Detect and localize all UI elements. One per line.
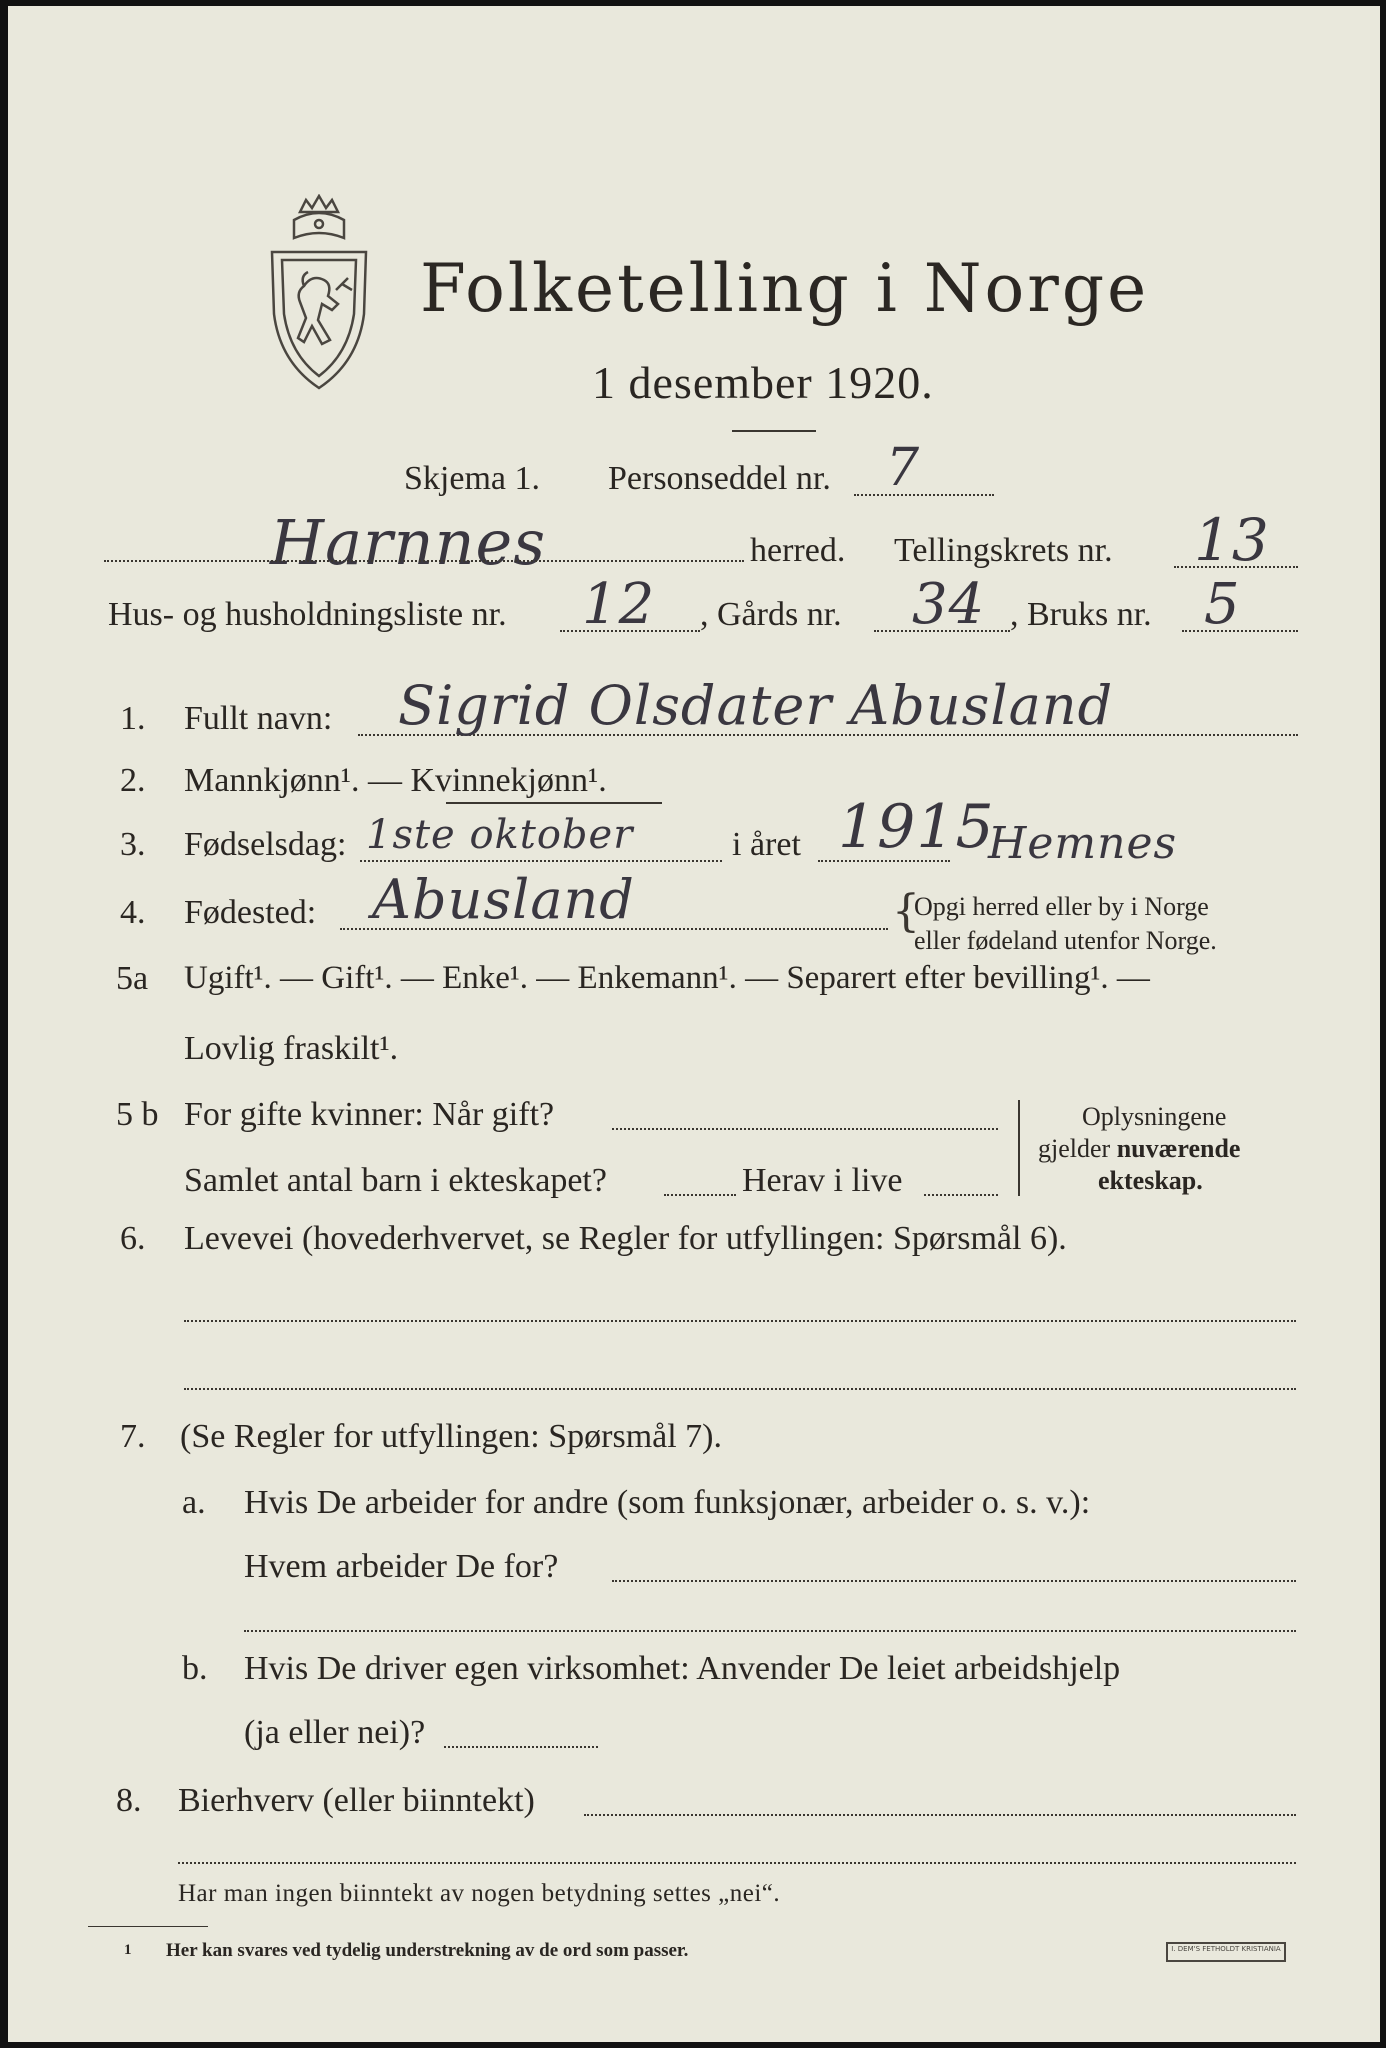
q8-label: Bierhverv (eller biinntekt): [178, 1782, 535, 1819]
q4-note-line1: Opgi herred eller by i Norge: [914, 892, 1209, 921]
census-form-page: [8, 6, 1380, 2042]
q7a-letter: a.: [182, 1484, 206, 1521]
q7b-letter: b.: [182, 1650, 208, 1687]
q5b-note-line2: gjelder nuværende: [1038, 1134, 1241, 1163]
q5b-note-line1: Oplysningene: [1082, 1102, 1227, 1131]
q1-label: Fullt navn:: [184, 700, 333, 737]
q7a-line1: Hvis De arbeider for andre (som funksjonær, arbeider o. s. v.):: [244, 1484, 1091, 1521]
q2-number: 2.: [120, 762, 146, 799]
herred-value[interactable]: Harnnes: [270, 506, 547, 579]
tellingskrets-value[interactable]: 13: [1194, 506, 1270, 574]
q5b-number: 5 b: [116, 1096, 159, 1133]
q5b-herav-label: Herav i live: [742, 1162, 903, 1199]
q7-label: (Se Regler for utfyllingen: Spørsmål 7).: [180, 1418, 723, 1455]
q5a-line2: Lovlig fraskilt¹.: [184, 1030, 399, 1067]
husliste-value[interactable]: 12: [582, 572, 656, 637]
footnote-text: Her kan svares ved tydelig understrekning av de ord som passer.: [166, 1940, 689, 1961]
q6-label: Levevei (hovederhvervet, se Regler for utfyllingen: Spørsmål 6).: [184, 1220, 1067, 1257]
q7b-line2: (ja eller nei)?: [244, 1714, 426, 1751]
coat-of-arms-icon: [260, 194, 378, 394]
q5a-line1: Ugift¹. — Gift¹. — Enke¹. — Enkemann¹. — Separert efter bevilling¹. —: [184, 960, 1150, 996]
q2-underline-kvinnekjonn: [446, 802, 662, 804]
q4-birthplace-value[interactable]: Abusland: [372, 868, 635, 931]
form-title: Folketelling i Norge: [420, 250, 1150, 327]
gards-label: , Gårds nr.: [700, 596, 842, 633]
gards-value[interactable]: 34: [912, 572, 986, 637]
personseddel-value[interactable]: 7: [886, 438, 921, 498]
q3-number: 3.: [120, 826, 146, 863]
bruks-value[interactable]: 5: [1204, 572, 1241, 637]
q5b-line2: Samlet antal barn i ekteskapet?: [184, 1162, 607, 1199]
q8-number: 8.: [116, 1782, 142, 1819]
personseddel-label: Personseddel nr.: [608, 460, 831, 497]
title-divider: [732, 430, 816, 432]
q6-answer-line1: [184, 1320, 1296, 1322]
herred-label: herred.: [750, 532, 846, 569]
q7b-line1: Hvis De driver egen virksomhet: Anvender De leiet arbeidshjelp: [244, 1650, 1121, 1687]
skjema-label: Skjema 1.: [404, 460, 540, 497]
q5b-note-line3: ekteskap.: [1098, 1166, 1203, 1195]
tellingskrets-label: Tellingskrets nr.: [894, 532, 1113, 569]
q5a-number: 5a: [116, 960, 149, 997]
q7-number: 7.: [120, 1418, 146, 1455]
q3-place-note[interactable]: Hemnes: [988, 818, 1178, 869]
q1-number: 1.: [120, 700, 146, 737]
q5b-line1: For gifte kvinner: Når gift?: [184, 1096, 555, 1133]
bruks-label: , Bruks nr.: [1010, 596, 1152, 633]
q6-answer-line2: [184, 1388, 1296, 1390]
q3-birthday-value[interactable]: 1ste oktober: [366, 812, 634, 858]
q1-fullname-value[interactable]: Sigrid Olsdater Abusland: [398, 674, 1114, 737]
footnote-divider: [88, 1926, 208, 1927]
form-date: 1 desember 1920.: [592, 357, 934, 408]
q4-label: Fødested:: [184, 894, 317, 931]
q2-gender-options: Mannkjønn¹. — Kvinnekjønn¹.: [184, 762, 607, 799]
q8-note: Har man ingen biinntekt av nogen betydning settes „nei“.: [178, 1880, 781, 1907]
q4-note-line2: eller fødeland utenfor Norge.: [914, 926, 1217, 955]
q4-number: 4.: [120, 894, 146, 931]
husliste-label: Hus- og husholdningsliste nr.: [108, 596, 507, 633]
footnote-marker: 1: [124, 1942, 132, 1958]
q3-year-value[interactable]: 1915: [838, 792, 995, 862]
printer-stamp: I. DEM'S FETHOLDT KRISTIANIA: [1166, 1942, 1286, 1962]
q3-year-label: i året: [732, 826, 801, 863]
q4-brace-icon: {: [892, 886, 920, 937]
q7a-line2: Hvem arbeider De for?: [244, 1548, 559, 1585]
q5b-bracket: [1018, 1100, 1020, 1196]
q6-number: 6.: [120, 1220, 146, 1257]
q3-label: Fødselsdag:: [184, 826, 347, 863]
